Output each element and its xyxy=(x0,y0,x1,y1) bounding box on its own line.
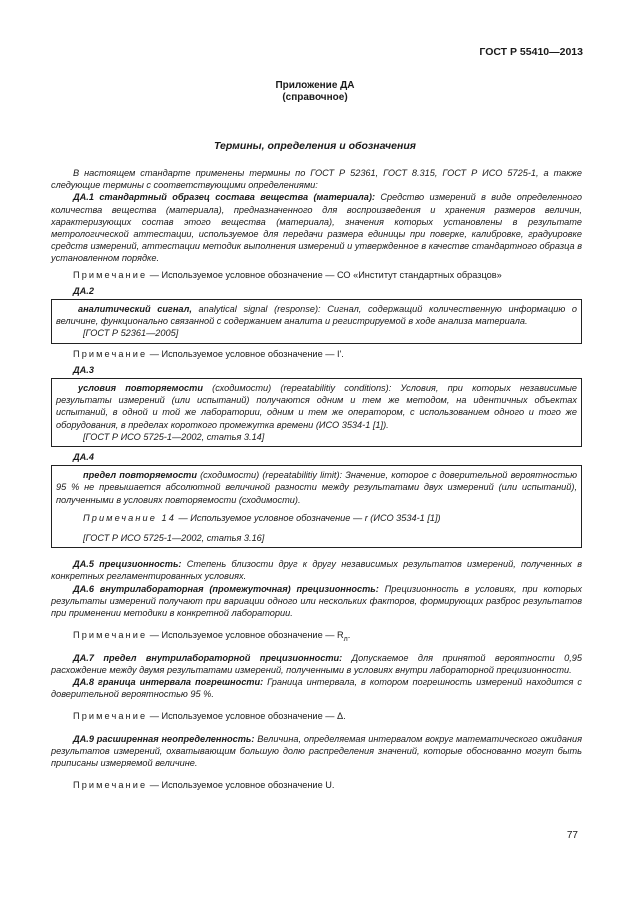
term-da9 xyxy=(51,733,582,770)
note-da1 xyxy=(51,269,582,281)
document-body xyxy=(51,167,582,791)
note-da8-text: — Используемое условное обозначение — Δ. xyxy=(147,711,346,722)
term-da1 xyxy=(51,191,582,264)
note-da6-text: — Используемое условное обозначение — R xyxy=(147,630,344,641)
note-da2-text: — Используемое условное обозначение — I'. xyxy=(147,348,344,359)
note-da6-subscript: л xyxy=(343,636,348,644)
term-da7-name: ДА.7 предел внутрилабораторной прецизионности: xyxy=(73,652,343,663)
term-box-da3 xyxy=(51,378,582,447)
term-da8-text: Граница интервала, в котором погрешность измерений находится с доверительной вероятностью 95 %. xyxy=(51,676,582,700)
term-da2-name: аналитический сигнал, xyxy=(78,304,192,315)
appendix-heading xyxy=(0,80,630,104)
note-da9-label: Примечание xyxy=(73,780,148,791)
term-da5-text: Степень близости друг к другу независимых результатов измерений, полученных в конкретных регламентированных условиях. xyxy=(51,559,582,582)
term-da4-name: предел повторяемости xyxy=(83,470,197,481)
appendix-kind: (справочное) xyxy=(282,92,348,103)
appendix-name: Приложение ДА xyxy=(275,80,355,91)
note-da8 xyxy=(51,710,582,722)
term-da9-name: ДА.9 расширенная неопределенность: xyxy=(73,733,255,744)
term-box-da4 xyxy=(51,465,582,548)
note-da1-text: — Используемое условное обозначение — СО «Институт стандартных образцов» xyxy=(147,269,502,280)
note-da6: Примечание — Используемое условное обозначение — $R_л$. xyxy=(73,630,351,644)
term-da4 xyxy=(56,469,577,506)
term-da4-text: (сходимости) (repeatabilitiy limit): Значение, которое с доверительной вероятностью 95 % не превышается абсолютной величиной разности между результатами двух измерений (или испытаний), полученными в условиях повторяемости (сходимости). xyxy=(56,470,577,505)
term-da6-text: Прецизионность в условиях, при которых результаты измерений получают при вариации одного или нескольких факторов, формирующих разброс результатов при применении методики в конкретной лаборатории. xyxy=(51,583,583,619)
term-da8-name: ДА.8 граница интервала погрешности: xyxy=(73,676,264,687)
term-da9-text: Величина, определяемая интервалом вокруг математического ожидания результатов измерений, охватывающим большую долю распределения значений, которые обоснованно могут быть приписаны измеряемой величине. xyxy=(51,733,582,768)
note-da4 xyxy=(56,512,577,524)
term-da3 xyxy=(56,382,577,431)
note-da4-text: — Используемое условное обозначение — r (ИСО 3534-1 [1]) xyxy=(175,512,441,523)
note-da6-label: Примечание xyxy=(73,630,148,641)
label-da2: ДА.2 xyxy=(73,285,94,296)
label-da3: ДА.3 xyxy=(73,364,94,375)
note-da8-label: Примечание xyxy=(73,711,148,722)
term-da2 xyxy=(56,303,577,327)
note-da2-label: Примечание xyxy=(73,348,148,359)
note-da2 xyxy=(51,348,582,360)
label-da4: ДА.4 xyxy=(73,452,94,463)
document-header: ГОСТ Р 55410—2013 xyxy=(479,46,583,58)
term-da6 xyxy=(51,583,582,620)
note-da1-label: Примечание xyxy=(73,269,148,280)
term-da6-name: ДА.6 внутрилабораторная (промежуточная) прецизионность: xyxy=(73,583,379,594)
term-box-da2 xyxy=(51,299,582,344)
term-da7 xyxy=(51,652,582,676)
term-da2-text: analytical signal (response): Сигнал, содержащий количественную информацию о величине, функционально связанной с содержанием аналита и регистрируемой в ходе анализа материала. xyxy=(56,304,577,327)
term-da1-name: ДА.1 стандартный образец состава вещества (материала): xyxy=(73,192,375,203)
term-da3-text: (сходимости) (repeatabilitiy conditions): Условия, при которых независимые результаты измерений (или испытаний) получаются одним и тем же методом, на идентичных объектах испытаний, в одной и той же лаборатории, одним и тем же оператором, с использованием одного и того же оборудования, в пределах короткого промежутка времени (ИСО 3534-1 [1]). xyxy=(56,383,577,430)
source-da4: [ГОСТ Р ИСО 5725-1—2002, статья 3.16] xyxy=(83,533,265,544)
note-da9 xyxy=(51,779,582,791)
term-da7-text: Допускаемое для принятой вероятности 0,95 расхождение между двумя результатами измерений, полученными в условиях внутри лабораторной прецизионности. xyxy=(51,652,582,675)
note-da4-label: Примечание 14 xyxy=(83,512,176,523)
term-da1-text: Средство измерений в виде определенного количества вещества (материала), предназначенного для воспроизведения и хранения размеров величин, характеризующих состав этого вещества (материала), значения которых установлены в результате метрологической аттестации, используемое для передачи размера единицы при поверке, калибровке, градуировке средств измерений, аттестации методик выполнения измерений и утвержденное в качестве стандартного образца в установленном порядке. xyxy=(51,192,582,264)
term-da3-name: условия повторяемости xyxy=(78,383,203,394)
term-da5 xyxy=(51,558,582,582)
section-title: Термины, определения и обозначения xyxy=(214,140,416,152)
page-number: 77 xyxy=(566,830,578,841)
term-da5-name: ДА.5 прецизионность: xyxy=(73,559,182,570)
source-da3: [ГОСТ Р ИСО 5725-1—2002, статья 3.14] xyxy=(83,431,265,442)
note-da9-text: — Используемое условное обозначение U. xyxy=(147,780,335,791)
intro-paragraph: В настоящем стандарте применены термины по ГОСТ Р 52361, ГОСТ 8.315, ГОСТ Р ИСО 5725-1, а также следующие термины с соответствующими определениями: xyxy=(51,168,582,191)
source-da2: [ГОСТ Р 52361—2005] xyxy=(83,328,179,339)
term-da8 xyxy=(51,676,582,700)
